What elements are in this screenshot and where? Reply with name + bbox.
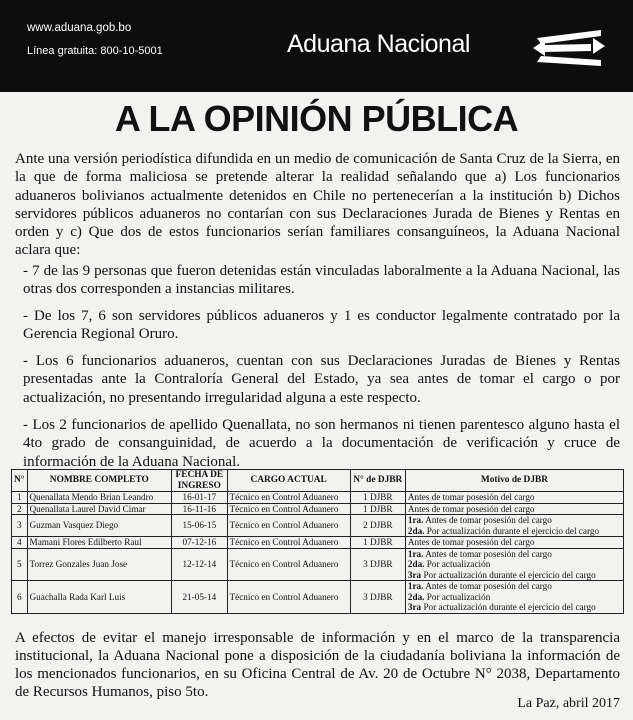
entry-date: 21-05-14	[172, 581, 227, 614]
header-cargo: CARGO ACTUAL	[227, 470, 350, 492]
employee-name: Mamani Flores Edilberto Raul	[27, 537, 172, 549]
motive-line	[408, 526, 621, 537]
djbr-count: 2 DJBR	[350, 515, 405, 537]
motive-text: Antes de tomar posesión del cargo	[423, 548, 552, 559]
table-row	[12, 537, 624, 549]
entry-date: 16-01-17	[172, 492, 227, 504]
djbr-motive	[405, 537, 623, 549]
motive-text: Antes de tomar posesión del cargo	[423, 581, 552, 591]
footer-paragraph: A efectos de evitar el manejo irresponsable de información y en el marco de la transparencia institucional, la Aduana Nacional pone a disposición de la ciudadanía boliviana la información de los mencionados funcionarios, en su Oficina Central de Av. 20 de Octubre N° 2038, Departamento de Recursos Humanos, piso 5to.	[15, 630, 620, 700]
row-number: 3	[12, 515, 28, 537]
djbr-count: 1 DJBR	[350, 503, 405, 515]
motive-label: 1ra.	[407, 548, 424, 559]
motive-label: 2da.	[407, 525, 425, 536]
motive-line	[408, 570, 621, 581]
motive-text: Antes de tomar posesión del cargo	[407, 492, 535, 502]
intro-paragraph: Ante una versión periodística difundida en un medio de comunicación de Santa Cruz de la Sierra, en la que de forma maliciosa se pretende alterar la realidad señalando que a) Los funcionarios aduaneros bolivianos actualmente detenidos en Chile no pertenecerían a la institución b) Dichos servidores públicos aduaneros no contarían con sus Declaraciones Jurada de Bienes y Rentas en orden y c) Que dos de estos funcionarios serían familiares consanguíneos, la Aduana Nacional aclara que:	[15, 151, 620, 259]
website-link[interactable]: www.aduana.gob.bo	[27, 22, 132, 34]
header-name: NOMBRE COMPLETO	[27, 470, 172, 492]
table-row	[12, 492, 624, 504]
employee-name: Quenallata Laurel David Cimar	[27, 503, 172, 515]
bullet-item-1: - 7 de las 9 personas que fueron detenidas están vinculadas laboralmente a la Aduana Nacional, las otras dos corresponden a instancias militares.	[23, 263, 620, 298]
djbr-count: 3 DJBR	[350, 548, 405, 581]
current-position: Técnico en Control Aduanero	[227, 503, 350, 515]
motive-label: 3ra	[407, 569, 422, 580]
motive-text: Por actualización	[424, 559, 491, 569]
employee-name: Guzman Vasquez Diego	[27, 515, 172, 537]
motive-line	[408, 559, 621, 570]
row-number: 6	[12, 581, 28, 614]
motive-label: 2da.	[407, 559, 425, 569]
motive-text: Antes de tomar posesión del cargo	[423, 515, 552, 525]
entry-date: 16-11-16	[172, 503, 227, 515]
header-number: N°	[12, 470, 28, 492]
motive-line	[408, 592, 621, 603]
entry-date: 15-06-15	[172, 515, 227, 537]
motive-text: Antes de tomar posesión del cargo	[407, 537, 535, 547]
motive-line	[408, 537, 621, 548]
table-header-row	[12, 470, 624, 492]
motive-label: 1ra.	[407, 581, 424, 591]
table-body	[12, 492, 624, 614]
row-number: 2	[12, 503, 28, 515]
header-motivo: Motivo de DJBR	[405, 470, 623, 492]
arrows-logo-icon	[531, 24, 611, 68]
employee-name: Torrez Gonzales Juan Jose	[27, 548, 172, 581]
motive-line	[408, 602, 621, 613]
djbr-motive	[405, 581, 623, 614]
djbr-count: 1 DJBR	[350, 492, 405, 504]
djbr-motive	[405, 492, 623, 504]
entry-date: 12-12-14	[172, 548, 227, 581]
current-position: Técnico en Control Aduanero	[227, 581, 350, 614]
motive-line	[408, 549, 621, 560]
motive-text: Por actualización	[424, 591, 491, 602]
motive-label: 2da.	[407, 591, 425, 602]
djbr-motive	[405, 548, 623, 581]
bullet-item-3: - Los 6 funcionarios aduaneros, cuentan con sus Declaraciones Juradas de Bienes y Rentas presentadas ante la Contraloría General del Estado, ya sea antes de tomar el cargo o por actualización, no presentando irregularidad alguna a este respecto.	[23, 353, 620, 406]
table-row	[12, 503, 624, 515]
header-banner	[0, 0, 633, 92]
djbr-count: 1 DJBR	[350, 537, 405, 549]
row-number: 5	[12, 548, 28, 581]
row-number: 1	[12, 492, 28, 504]
table-row	[12, 548, 624, 581]
brand-name: Aduana Nacional	[287, 30, 470, 58]
djbr-motive	[405, 515, 623, 537]
motive-label: 3ra	[407, 602, 422, 612]
current-position: Técnico en Control Aduanero	[227, 492, 350, 504]
employee-name: Quenallata Mendo Brian Leandro	[27, 492, 172, 504]
table-row	[12, 515, 624, 537]
motive-line	[408, 492, 621, 503]
employees-table	[11, 469, 624, 614]
phone-line-text: Línea gratuita: 800-10-5001	[27, 45, 163, 57]
page-title: A LA OPINIÓN PÚBLICA	[114, 98, 519, 139]
current-position: Técnico en Control Aduanero	[227, 537, 350, 549]
current-position: Técnico en Control Aduanero	[227, 548, 350, 581]
current-position: Técnico en Control Aduanero	[227, 515, 350, 537]
employee-name: Guachalla Rada Karl Luis	[27, 581, 172, 614]
motive-line	[408, 504, 621, 515]
motive-line	[408, 581, 621, 592]
header-djbr: N° de DJBR	[350, 470, 405, 492]
entry-date: 07-12-16	[172, 537, 227, 549]
header-date: FECHA DE INGRESO	[172, 470, 227, 492]
motive-text: Por actualización durante el ejercicio del cargo	[421, 602, 596, 612]
closing-date: La Paz, abril 2017	[517, 696, 620, 711]
djbr-count: 3 DJBR	[350, 581, 405, 614]
motive-line	[408, 515, 621, 526]
bullet-item-2: - De los 7, 6 son servidores públicos aduaneros y 1 es conductor legalmente contratado por la Gerencia Regional Oruro.	[23, 308, 620, 343]
table-row	[12, 581, 624, 614]
motive-label: 1ra.	[407, 515, 424, 525]
row-number: 4	[12, 537, 28, 549]
motive-text: Por actualización durante el ejercicio del cargo	[421, 569, 596, 580]
motive-text: Antes de tomar posesión del cargo	[407, 503, 535, 514]
djbr-motive	[405, 503, 623, 515]
bullet-item-4: - Los 2 funcionarios de apellido Quenallata, no son hermanos ni tienen parentesco alguno hasta el 4to grado de consanguinidad, de acuerdo a la documentación de verificación y cruce de información de la Aduana Nacional.	[23, 417, 620, 470]
motive-text: Por actualización durante el ejercicio del cargo	[424, 525, 600, 536]
